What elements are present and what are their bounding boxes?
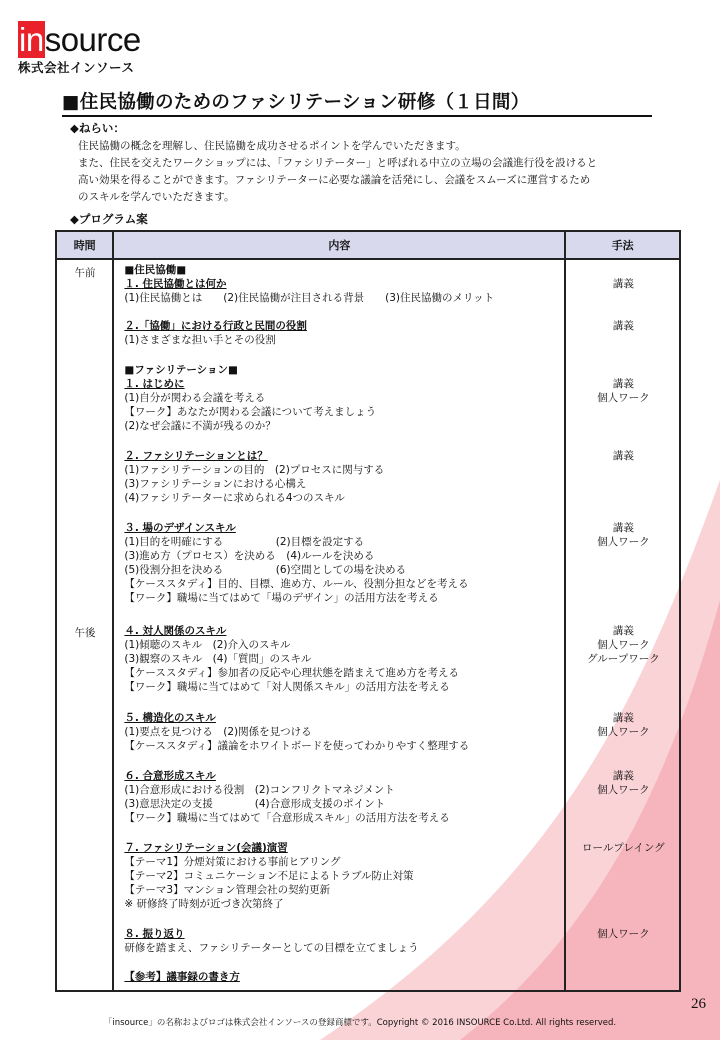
time-column — [56, 259, 113, 991]
footer-copyright: 「insource」の名称およびロゴは株式会社インソースの登録商標です。Copyright © 2016 INSOURCE Co.Ltd. All rights reserved. — [103, 1018, 617, 1028]
content-line: 【テーマ1】分煙対策における事前ヒアリング — [124, 856, 341, 868]
content-line: (1)自分が関わる会議を考える — [124, 392, 266, 404]
time-morning: 午前 — [74, 267, 96, 279]
content-line: 【ワーク】職場に当てはめて「合意形成スキル」の活用方法を考える — [124, 812, 450, 824]
content-module-title: １. 住民協働とは何か — [124, 278, 227, 290]
content-line: (1)傾聴のスキル (2)介入のスキル — [124, 639, 291, 651]
content-line: 【ワーク】職場に当てはめて「対人関係スキル」の活用方法を考える — [124, 681, 450, 693]
method-item: 個人ワーク — [597, 784, 650, 796]
header-content: 内容 — [113, 231, 565, 259]
method-item: 講義 — [612, 522, 634, 534]
content-line: 【ワーク】あなたが関わる会議について考えましょう — [124, 406, 377, 418]
content-line: (1)住民協働とは (2)住民協働が注目される背景 (3)住民協働のメリット — [124, 292, 495, 304]
page-number: 26 — [691, 996, 706, 1012]
aim-line: 住民協働の概念を理解し、住民協働を成功させるポイントを学んでいただきます。 — [78, 140, 466, 152]
content-section-heading: ■住民協働■ — [124, 264, 187, 276]
content-line: (1)さまざまな担い手とその役割 — [124, 334, 276, 346]
method-item: 講義 — [612, 278, 634, 290]
content-line: 【テーマ2】コミュニケーション不足によるトラブル防止対策 — [124, 870, 414, 882]
content-module-title: ２.「協働」における行政と民間の役割 — [124, 320, 307, 332]
content-line: (3)ファシリテーションにおける心構え — [124, 478, 307, 490]
content-module-title: ４. 対人関係のスキル — [124, 625, 227, 637]
aim-text — [78, 138, 678, 206]
aim-line: 高い効果を得ることができます。ファシリテーターに必要な議論を活発にし、会議をスムーズに運営するため — [78, 174, 591, 186]
insource-logo — [18, 21, 141, 76]
logo-company-name: 株式会社インソース — [18, 60, 135, 75]
content-line: (5)役割分担を決める (6)空間としての場を決める — [124, 564, 407, 576]
content-reference-title: 【参考】議事録の書き方 — [124, 971, 240, 983]
time-afternoon: 午後 — [74, 627, 96, 639]
content-module-title: １. はじめに — [124, 378, 185, 390]
aim-line: のスキルを学んでいただきます。 — [78, 191, 235, 203]
program-label: ◆プログラム案 — [70, 212, 148, 226]
content-module-title: ８. 振り返り — [124, 928, 185, 940]
content-module-title: ２. ファシリテーションとは？ — [124, 450, 268, 462]
header-method: 手法 — [565, 231, 680, 259]
aim-line: また、住民を交えたワークショップには、「ファシリテーター」と呼ばれる中立の立場の会議進行役を設けると — [78, 157, 598, 169]
method-column — [565, 259, 680, 991]
logo-source-text: source — [44, 21, 141, 58]
content-section-heading: ■ファシリテーション■ — [124, 364, 238, 376]
content-line: 【ケーススタディ】参加者の反応や心理状態を踏まえて進め方を考える — [124, 667, 460, 679]
page-title: ■住民協働のためのファシリテーション研修（１日間） — [62, 92, 530, 113]
program-table-row — [56, 259, 680, 991]
method-item: 個人ワーク — [597, 639, 650, 651]
content-line: (1)要点を見つける (2)関係を見つける — [124, 726, 312, 738]
method-item: 講義 — [612, 625, 634, 637]
content-line: (1)ファシリテーションの目的 (2)プロセスに関与する — [124, 464, 385, 476]
content-line: (1)目的を明確にする (2)目標を設定する — [124, 536, 365, 548]
content-column — [113, 259, 565, 991]
content-module-title: ７. ファシリテーション(会議)演習 — [124, 842, 288, 854]
method-item: 講義 — [612, 770, 634, 782]
program-table — [55, 230, 681, 992]
content-line: 研修を踏まえ、ファシリテーターとしての目標を立てましょう — [124, 942, 419, 954]
program-table-header — [56, 231, 680, 259]
method-item: ロールプレイング — [582, 842, 665, 854]
method-item: 講義 — [612, 450, 634, 462]
content-line: (3)進め方（プロセス）を決める (4)ルールを決める — [124, 550, 375, 562]
content-line: (3)意思決定の支援 (4)合意形成支援のポイント — [124, 798, 386, 810]
method-item: 個人ワーク — [597, 928, 650, 940]
content-line: (4)ファシリテーターに求められる4つのスキル — [124, 492, 345, 504]
logo-wordmark — [18, 21, 141, 58]
method-item: 講義 — [612, 712, 634, 724]
content-line: (1)合意形成における役割 (2)コンフリクトマネジメント — [124, 784, 395, 796]
method-item: グループワーク — [587, 653, 660, 665]
content-line: ※ 研修終了時刻が近づき次第終了 — [124, 898, 284, 910]
content-module-title: ６. 合意形成スキル — [124, 770, 216, 782]
content-line: (2)なぜ会議に不満が残るのか？ — [124, 420, 276, 432]
content-line: 【テーマ3】マンション管理会社の契約更新 — [124, 884, 331, 896]
method-item: 講義 — [612, 378, 634, 390]
content-line: 【ケーススタディ】議論をホワイトボードを使ってわかりやすく整理する — [124, 740, 470, 752]
content-line: (3)観察のスキル (4)「質問」のスキル — [124, 653, 312, 665]
method-item: 講義 — [612, 320, 634, 332]
method-item: 個人ワーク — [597, 536, 650, 548]
content-module-title: ３. 場のデザインスキル — [124, 522, 236, 534]
logo-in-mark: in — [19, 21, 44, 58]
header-time: 時間 — [56, 231, 113, 259]
title-underline — [62, 115, 652, 117]
content-line: 【ケーススタディ】目的、目標、進め方、ルール、役割分担などを考える — [124, 578, 469, 590]
content-module-title: ５. 構造化のスキル — [124, 712, 216, 724]
method-item: 個人ワーク — [597, 392, 650, 404]
method-item: 個人ワーク — [597, 726, 650, 738]
content-line: 【ワーク】職場に当てはめて「場のデザイン」の活用方法を考える — [124, 592, 439, 604]
aim-label: ◆ねらい： — [70, 121, 125, 135]
